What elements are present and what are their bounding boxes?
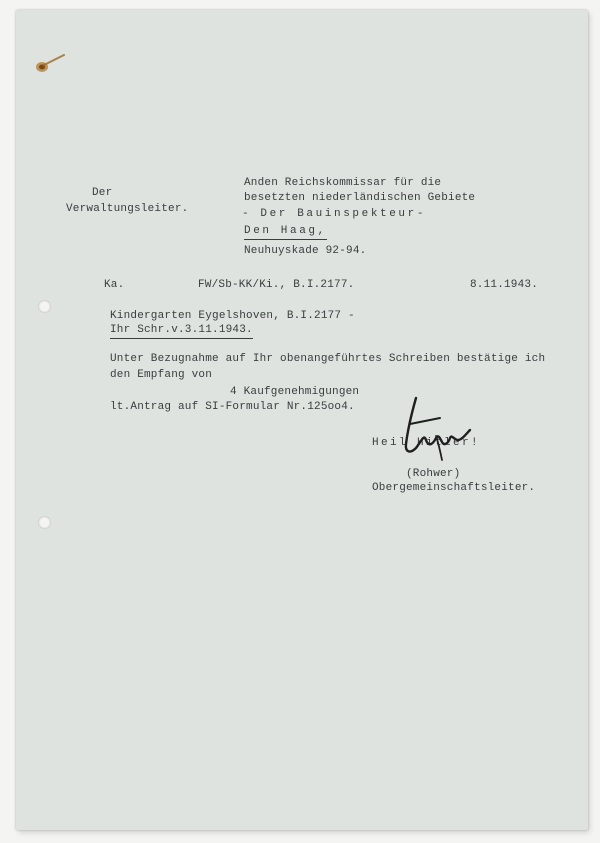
sender-line-2: Verwaltungsleiter. (66, 203, 189, 215)
recipient-line-2: besetzten niederländischen Gebiete (244, 192, 476, 204)
letter-page (16, 10, 588, 830)
sender-line-1: Der (92, 187, 113, 199)
punch-hole-top (38, 300, 51, 313)
recipient-line-1: Anden Reichskommissar für die (244, 177, 442, 189)
handwritten-signature (396, 394, 482, 468)
punch-hole-bottom (38, 516, 51, 529)
subject-line-1: Kindergarten Eygelshoven, B.I.2177 - (110, 310, 355, 322)
closing-greeting: Heil Hitler! (372, 437, 481, 449)
body-line-4: lt.Antrag auf SI-Formular Nr.125oo4. (110, 401, 355, 413)
rust-stain-mark (34, 52, 68, 74)
recipient-street: Neuhuyskade 92-94. (244, 245, 367, 257)
body-line-2: den Empfang von (110, 369, 213, 381)
subject-line-2: Ihr Schr.v.3.11.1943. (110, 323, 253, 339)
letter-date: 8.11.1943. (470, 279, 539, 291)
recipient-line-3: - Der Bauinspekteur- (242, 208, 427, 220)
signer-title: Obergemeinschaftsleiter. (372, 482, 536, 494)
body-line-1: Unter Bezugnahme auf Ihr obenangeführtes Schreiben bestätige ich (110, 353, 546, 365)
reference-code: FW/Sb-KK/Ki., B.I.2177. (198, 279, 355, 291)
signer-name: (Rohwer) (406, 468, 461, 480)
reference-initials: Ka. (104, 279, 125, 291)
body-line-3: 4 Kaufgenehmigungen (230, 386, 360, 398)
recipient-city: Den Haag, (244, 224, 327, 240)
